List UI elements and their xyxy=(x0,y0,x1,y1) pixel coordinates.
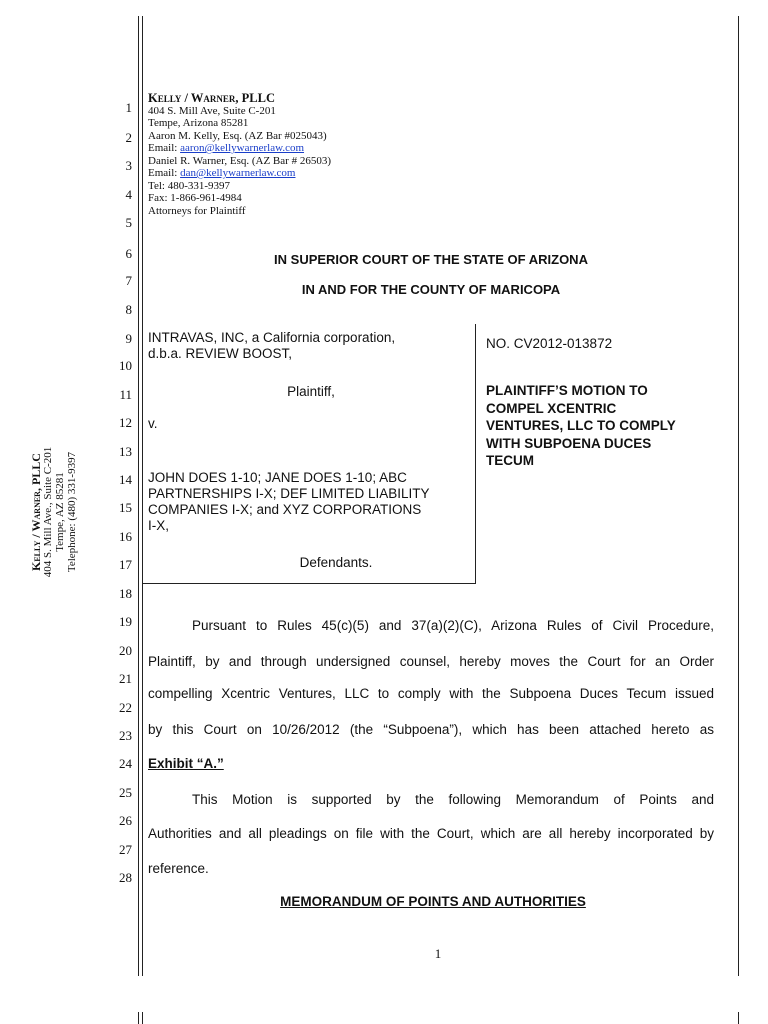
plaintiff-name: INTRAVAS, INC, a California corporation, xyxy=(148,330,396,345)
defendants-names xyxy=(148,470,474,534)
court-heading-line1: IN SUPERIOR COURT OF THE STATE OF ARIZONA xyxy=(274,252,588,267)
body-text-line: This Motion is supported by the following Memorandum of Points and xyxy=(192,792,714,807)
body-text-line: by this Court on 10/26/2012 (the “Subpoena”), which has been attached hereto as xyxy=(148,722,714,737)
line-number: 15 xyxy=(119,500,132,515)
body-text-line: Plaintiff, by and through undersigned counsel, hereby moves the Court for an Order xyxy=(148,654,714,669)
line-number: 21 xyxy=(119,671,132,686)
next-page-rule-right xyxy=(738,1012,739,1024)
line-number: 18 xyxy=(119,586,132,601)
motion-title-line: PLAINTIFF’S MOTION TO xyxy=(486,383,648,398)
attorney-email-aaron-line xyxy=(148,142,331,155)
motion-title-line: COMPEL XCENTRIC xyxy=(486,400,617,416)
right-margin-rule xyxy=(738,16,739,976)
line-number: 4 xyxy=(125,187,132,202)
attorney-fax: Fax: 1-866-961-4984 xyxy=(148,192,242,204)
memorandum-heading: MEMORANDUM OF POINTS AND AUTHORITIES xyxy=(280,894,586,909)
line-number: 7 xyxy=(125,273,132,288)
line-number: 17 xyxy=(119,557,132,572)
line-number: 13 xyxy=(119,444,132,459)
body-text-line: reference. xyxy=(148,861,209,876)
email-label: Email: xyxy=(148,142,181,154)
line-number: 12 xyxy=(119,415,132,430)
attorney-block xyxy=(148,92,331,217)
sidebar-city: Tempe, AZ 85281 xyxy=(54,472,66,552)
left-margin-rule-outer xyxy=(138,16,139,976)
body-text-line: Pursuant to Rules 45(c)(5) and 37(a)(2)(C), Arizona Rules of Civil Procedure, xyxy=(192,618,714,633)
motion-title-line: WITH SUBPOENA DUCES xyxy=(486,435,652,451)
line-number: 20 xyxy=(119,643,132,658)
versus: v. xyxy=(148,416,158,431)
line-number: 27 xyxy=(119,842,132,857)
line-number: 14 xyxy=(119,472,132,487)
attorney-role: Attorneys for Plaintiff xyxy=(148,204,246,217)
sidebar-phone: Telephone: (480) 331-9397 xyxy=(66,451,78,573)
body-text-line: Authorities and all pleadings on file with the Court, which are all hereby incorporated by xyxy=(148,826,714,841)
line-number: 2 xyxy=(125,130,132,145)
line-number: 16 xyxy=(119,529,132,544)
line-number: 22 xyxy=(119,700,132,715)
defendants-line: PARTNERSHIPS I-X; DEF LIMITED LIABILITY xyxy=(148,486,430,501)
email-link-dan[interactable]: dan@kellywarnerlaw.com xyxy=(180,167,296,179)
attorney-aaron: Aaron M. Kelly, Esq. (AZ Bar #025043) xyxy=(148,129,327,142)
exhibit-reference: Exhibit “A.” xyxy=(148,756,224,771)
page-number: 1 xyxy=(434,946,442,961)
attorney-address: 404 S. Mill Ave, Suite C-201 xyxy=(148,104,276,117)
email-link-aaron[interactable]: aaron@kellywarnerlaw.com xyxy=(180,142,305,154)
caption-parties xyxy=(148,330,474,362)
defendants-line: COMPANIES I-X; and XYZ CORPORATIONS xyxy=(148,502,422,517)
attorney-daniel: Daniel R. Warner, Esq. (AZ Bar # 26503) xyxy=(148,154,331,167)
attorney-email-dan-line xyxy=(148,167,331,180)
next-page-rule-outer xyxy=(138,1012,139,1024)
line-number: 24 xyxy=(119,756,132,771)
line-number: 28 xyxy=(119,870,132,885)
motion-title xyxy=(486,382,726,470)
line-number: 10 xyxy=(119,358,132,373)
body-text-line: compelling Xcentric Ventures, LLC to comply with the Subpoena Duces Tecum issued xyxy=(148,686,714,701)
motion-title-line: TECUM xyxy=(486,453,534,468)
caption-divider xyxy=(475,324,476,584)
court-heading-line2: IN AND FOR THE COUNTY OF MARICOPA xyxy=(301,282,561,297)
defendants-line: JOHN DOES 1-10; JANE DOES 1-10; ABC xyxy=(148,470,407,485)
line-number: 8 xyxy=(125,302,132,317)
next-page-rule-inner xyxy=(142,1012,143,1024)
case-number: NO. CV2012-013872 xyxy=(486,336,613,351)
line-number: 9 xyxy=(125,331,132,346)
line-number: 3 xyxy=(125,158,132,173)
attorney-firm-name: Kelly / Warner, PLLC xyxy=(148,91,275,105)
sidebar-address: 404 S. Mill Ave., Suite C-201 xyxy=(42,446,54,578)
line-number: 25 xyxy=(119,785,132,800)
caption-bottom-rule xyxy=(143,583,476,584)
line-number: 23 xyxy=(119,728,132,743)
email-label: Email: xyxy=(148,167,181,179)
line-number: 26 xyxy=(119,813,132,828)
line-number: 6 xyxy=(125,246,132,261)
plaintiff-dba: d.b.a. REVIEW BOOST, xyxy=(148,346,293,361)
plaintiff-label: Plaintiff, xyxy=(287,384,335,399)
line-number: 5 xyxy=(125,215,132,230)
attorney-city: Tempe, Arizona 85281 xyxy=(148,117,249,129)
defendants-label: Defendants. xyxy=(299,555,373,570)
sidebar-firm-name: Kelly / Warner, PLLC xyxy=(29,453,43,571)
motion-title-line: VENTURES, LLC TO COMPLY xyxy=(486,418,676,433)
attorney-tel: Tel: 480-331-9397 xyxy=(148,179,231,192)
defendants-line: I-X, xyxy=(148,518,170,533)
line-number: 11 xyxy=(119,387,132,402)
line-number: 1 xyxy=(125,100,132,115)
left-margin-rule-inner xyxy=(142,16,143,976)
line-number: 19 xyxy=(119,614,132,629)
